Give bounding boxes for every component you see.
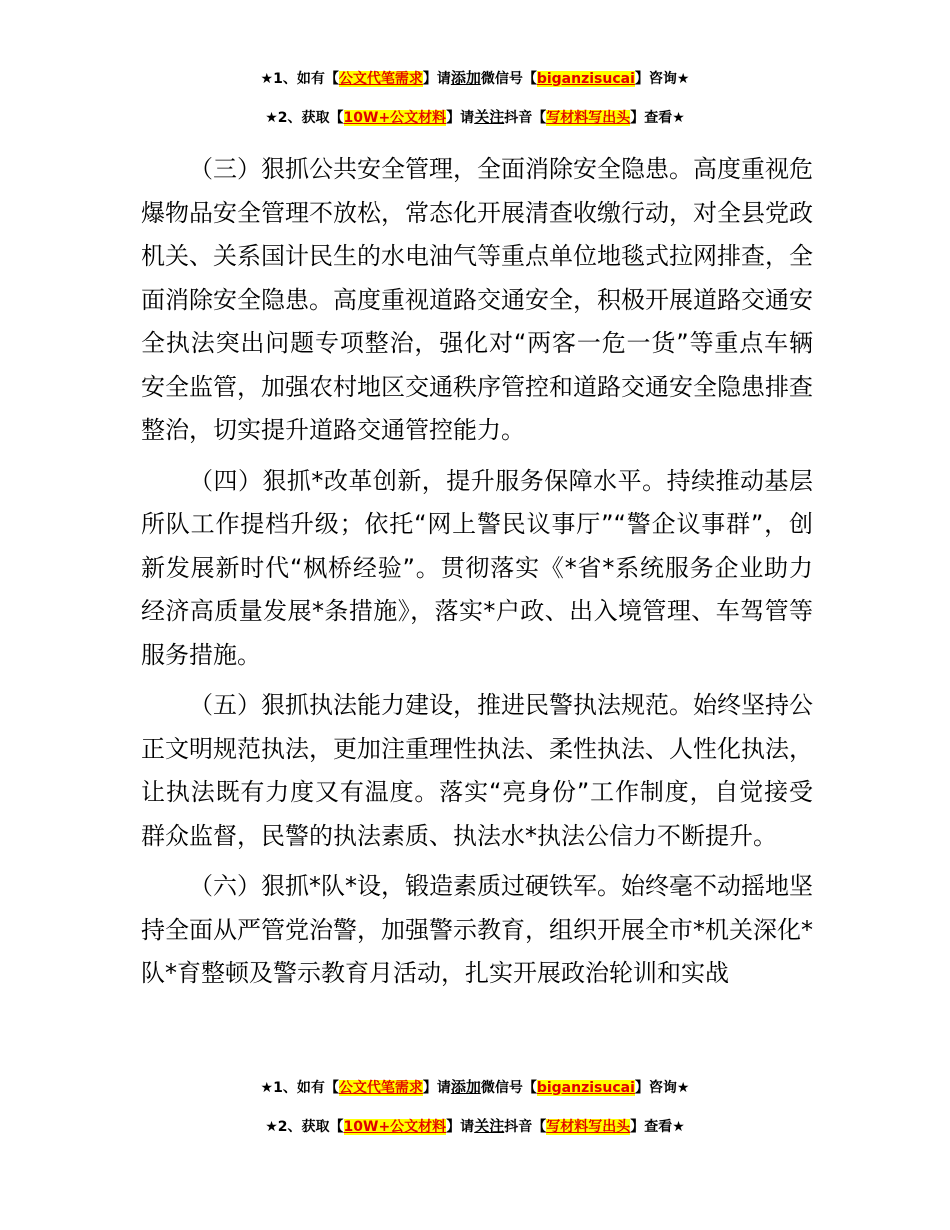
banner-text: 抖音【	[504, 110, 547, 126]
banner-text: 】咨询★	[634, 1080, 690, 1096]
banner-text: 】查看★	[630, 110, 685, 126]
document-body	[141, 148, 813, 1003]
banner-underline: 关注	[474, 108, 505, 126]
banner-text: 】请	[422, 71, 451, 87]
banner-text: 】咨询★	[634, 71, 690, 87]
banner-highlight: 公文代笔需求	[338, 1080, 423, 1096]
banner-text: ★2、获取【	[265, 110, 344, 126]
header-banner-line-2	[0, 107, 950, 128]
banner-text: 】查看★	[630, 1119, 685, 1135]
banner-text: 】请	[422, 1080, 451, 1096]
banner-text: 微信号【	[480, 1080, 537, 1096]
banner-highlight-wechat-id: biganzisucai	[536, 1080, 635, 1096]
banner-text: 微信号【	[480, 71, 537, 87]
paragraph-team-building: （六）狠抓*队*设，锻造素质过硬铁军。始终毫不动摇地坚持全面从严管党治警，加强警示教育，组织开展全市*机关深化*队*育整顿及警示教育月活动，扎实开展政治轮训和实战	[141, 872, 813, 987]
banner-underline: 关注	[474, 1117, 505, 1135]
banner-text: 抖音【	[504, 1119, 547, 1135]
paragraph-reform-innovation: （四）狠抓*改革创新，提升服务保障水平。持续推动基层所队工作提档升级；依托“网上警民议事厅”“警企议事群”，创新发展新时代“枫桥经验”。贯彻落实《*省*系统服务企业助力经济高质量发展*条措施》，落实*户政、出入境管理、车驾管等服务措施。	[141, 466, 813, 669]
paragraph-law-enforcement: （五）狠抓执法能力建设，推进民警执法规范。始终坚持公正文明规范执法，更加注重理性执法、柔性执法、人性化执法，让执法既有力度又有温度。落实“亮身份”工作制度，自觉接受群众监督，民警的执法素质、执法水*执法公信力不断提升。	[141, 691, 813, 850]
banner-highlight: 10W+公文材料	[343, 1119, 447, 1135]
banner-highlight: 公文代笔需求	[338, 71, 423, 87]
banner-text: 】请	[446, 1119, 475, 1135]
banner-highlight-wechat-id: biganzisucai	[536, 71, 635, 87]
banner-text: ★1、如有【	[260, 71, 339, 87]
paragraph-public-safety: （三）狠抓公共安全管理，全面消除安全隐患。高度重视危爆物品安全管理不放松，常态化开展清查收缴行动，对全县党政机关、关系国计民生的水电油气等重点单位地毯式拉网排查，全面消除安全隐患。高度重视道路交通安全，积极开展道路交通安全执法突出问题专项整治，强化对“两客一危一货”等重点车辆安全监管，加强农村地区交通秩序管控和道路交通安全隐患排查整治，切实提升道路交通管控能力。	[141, 155, 813, 444]
banner-text: ★2、获取【	[265, 1119, 344, 1135]
banner-underline: 添加	[450, 1078, 481, 1096]
header-banner-line-1	[0, 68, 950, 89]
banner-highlight-douyin: 写材料写出头	[546, 110, 631, 126]
footer-banner-line-1	[0, 1077, 950, 1098]
banner-highlight: 10W+公文材料	[343, 110, 447, 126]
banner-underline: 添加	[450, 69, 481, 87]
banner-highlight-douyin: 写材料写出头	[546, 1119, 631, 1135]
footer-banner-line-2	[0, 1116, 950, 1137]
banner-text: ★1、如有【	[260, 1080, 339, 1096]
banner-text: 】请	[446, 110, 475, 126]
